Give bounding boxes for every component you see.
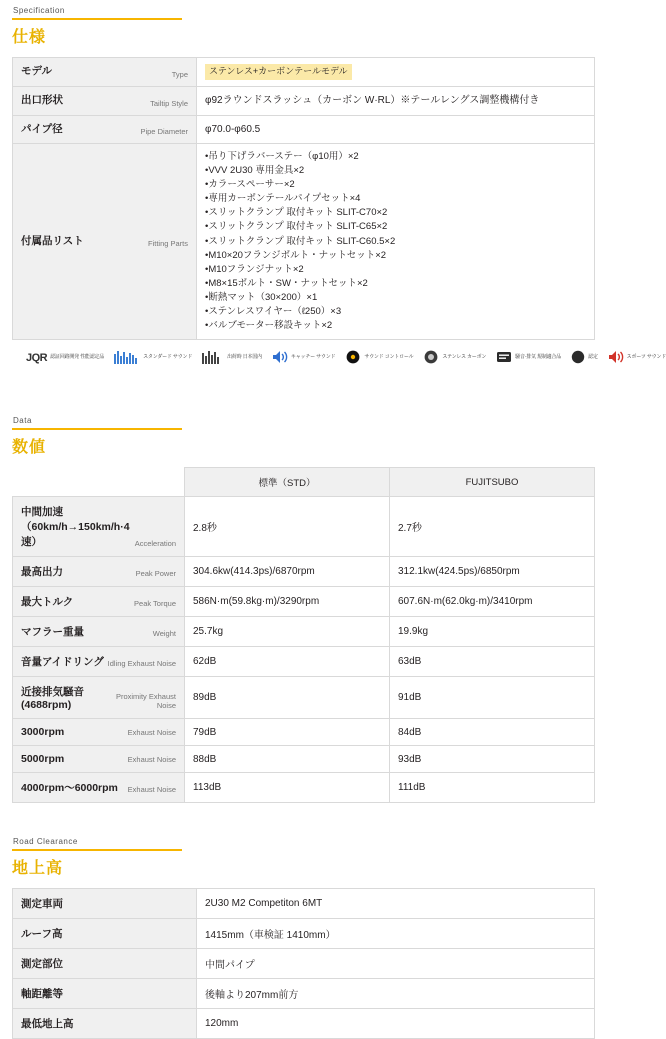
row-label-model bbox=[13, 58, 197, 87]
row-label-4000-6000rpm bbox=[13, 773, 185, 803]
row-label-test-vehicle: 測定車両 bbox=[13, 889, 197, 919]
row-label-en: Proximity Exhaust Noise bbox=[115, 692, 176, 711]
jasma-icon bbox=[496, 350, 512, 367]
badge-label: スタンダード サウンド bbox=[143, 354, 193, 361]
sports-sound-icon bbox=[608, 350, 624, 367]
row-value-measure-point: 中間パイプ bbox=[197, 949, 595, 979]
table-row bbox=[13, 719, 595, 746]
specification-eyebrow: Specification bbox=[13, 6, 65, 15]
row-label-jp: モデル bbox=[21, 65, 52, 77]
clearance-table bbox=[12, 888, 595, 1039]
row-fuji-weight: 19.9kg bbox=[390, 617, 595, 647]
row-label-en: Weight bbox=[152, 629, 176, 639]
specification-section bbox=[0, 0, 666, 370]
badge-label: 認証回路開発 性能認定品 bbox=[50, 354, 105, 361]
list-item: •M8×15ボルト・SW・ナットセット×2 bbox=[205, 277, 368, 289]
row-value-pipe-diameter: φ70.0-φ60.5 bbox=[197, 115, 595, 144]
row-std-acceleration: 2.8秒 bbox=[185, 497, 390, 557]
parts-list bbox=[205, 150, 586, 333]
badge-sports-sound bbox=[608, 350, 666, 367]
badge-domestic bbox=[202, 350, 262, 367]
row-label-measure-point: 測定部位 bbox=[13, 949, 197, 979]
row-label-pipe-diameter bbox=[13, 115, 197, 144]
header-fujitsubo: FUJITSUBO bbox=[390, 468, 595, 497]
list-item: •M10×20フランジボルト・ナットセット×2 bbox=[205, 249, 387, 261]
row-label-en: Fitting Parts bbox=[147, 239, 188, 249]
row-std-idling-noise: 62dB bbox=[185, 647, 390, 677]
badge-jasma bbox=[496, 350, 561, 367]
table-row bbox=[13, 677, 595, 719]
badge-label: ステンレス カーボン bbox=[442, 354, 487, 361]
row-label-roof-height: ルーフ高 bbox=[13, 919, 197, 949]
row-label-jp: 中間加速（60km/h→150km/h·4速） bbox=[21, 506, 130, 549]
table-row bbox=[13, 889, 595, 919]
model-value: ステンレス+カーボンテールモデル bbox=[205, 64, 352, 80]
row-label-jp: 4000rpm〜6000rpm bbox=[21, 782, 118, 795]
table-row bbox=[13, 949, 595, 979]
data-section bbox=[0, 416, 608, 803]
jqr-logo-icon: JQR bbox=[26, 352, 48, 365]
row-value-tailtip: φ92ラウンドスラッシュ（カーボン W·RL）※テールレングス調整機構付き bbox=[197, 86, 595, 115]
row-label-en: Exhaust Noise bbox=[127, 785, 176, 795]
table-row bbox=[13, 587, 595, 617]
row-label-jp: 最高出力 bbox=[21, 566, 63, 579]
list-item: •断熱マット（30×200）×1 bbox=[205, 291, 318, 303]
row-label-en: Tailtip Style bbox=[150, 98, 188, 108]
table-row bbox=[13, 617, 595, 647]
table-header-row bbox=[13, 468, 595, 497]
row-label-peak-torque bbox=[13, 587, 185, 617]
row-value-fitting-parts bbox=[197, 144, 595, 340]
row-label-proximity-noise bbox=[13, 677, 185, 719]
row-label-wheelbase: 軸距離等 bbox=[13, 979, 197, 1009]
header-blank bbox=[13, 468, 185, 497]
row-fuji-idling-noise: 63dB bbox=[390, 647, 595, 677]
badge-fujitsubo-standard-sound bbox=[114, 350, 192, 367]
stainless-carbon-icon bbox=[423, 350, 439, 367]
row-label-en: Acceleration bbox=[134, 539, 176, 549]
row-fuji-5000rpm: 93dB bbox=[390, 746, 595, 773]
data-title: 数値 bbox=[12, 439, 47, 457]
data-eyebrow: Data bbox=[13, 416, 32, 426]
list-item: •スリットクランプ 取付キット SLIT-C60.5×2 bbox=[205, 235, 396, 247]
row-label-weight bbox=[13, 617, 185, 647]
row-label-min-clearance: 最低地上高 bbox=[13, 1009, 197, 1039]
list-item: •M10フランジナット×2 bbox=[205, 263, 304, 275]
list-item: •スリットクランプ 取付キット SLIT-C70×2 bbox=[205, 207, 388, 219]
row-label-jp: 音量アイドリング bbox=[21, 656, 104, 669]
clearance-rule bbox=[12, 849, 182, 851]
row-value-test-vehicle: 2U30 M2 Competiton 6MT bbox=[197, 889, 595, 919]
list-item: •VVV 2U30 専用金具×2 bbox=[205, 165, 305, 177]
row-label-jp: 最大トルク bbox=[21, 596, 74, 609]
row-label-jp: 近接排気騒音(4688rpm) bbox=[21, 686, 84, 712]
bars-icon bbox=[202, 350, 224, 367]
badge-label: キャッチー サウンド bbox=[290, 354, 336, 361]
badge-stainless-carbon bbox=[423, 350, 486, 367]
table-row bbox=[13, 115, 595, 144]
row-label-tailtip bbox=[13, 86, 197, 115]
row-label-en: Peak Power bbox=[135, 569, 176, 579]
row-std-peak-torque: 586N·m(59.8kg·m)/3290rpm bbox=[185, 587, 390, 617]
table-row bbox=[13, 979, 595, 1009]
table-row bbox=[13, 1009, 595, 1039]
badge-catchy-sound bbox=[272, 350, 335, 367]
row-label-en: Exhaust Noise bbox=[127, 755, 176, 765]
table-row bbox=[13, 58, 595, 87]
specification-title: 仕様 bbox=[12, 29, 47, 46]
badge-sound-control bbox=[345, 350, 413, 367]
table-row bbox=[13, 86, 595, 115]
row-value-wheelbase: 後軸より207mm前方 bbox=[197, 979, 595, 1009]
badge-label: 認定 bbox=[588, 354, 598, 361]
table-row bbox=[13, 773, 595, 803]
sound-bars-icon bbox=[114, 350, 140, 367]
row-std-4000-6000rpm: 113dB bbox=[185, 773, 390, 803]
specification-rule bbox=[12, 18, 182, 20]
row-std-5000rpm: 88dB bbox=[185, 746, 390, 773]
row-value-model bbox=[197, 58, 595, 87]
row-label-jp: 出口形状 bbox=[21, 93, 63, 106]
row-fuji-peak-power: 312.1kw(424.5ps)/6850rpm bbox=[390, 557, 595, 587]
badge-label: スポーツ サウンド bbox=[626, 354, 666, 361]
row-label-jp: マフラー重量 bbox=[21, 626, 84, 639]
list-item: •ステンレスワイヤー（ℓ250）×3 bbox=[205, 305, 342, 317]
row-value-min-clearance: 120mm bbox=[197, 1009, 595, 1039]
list-item: •スリットクランプ 取付キット SLIT-C65×2 bbox=[205, 221, 388, 233]
sound-control-icon bbox=[345, 350, 361, 367]
table-row bbox=[13, 144, 595, 340]
row-label-acceleration bbox=[13, 497, 185, 557]
table-row bbox=[13, 647, 595, 677]
table-row bbox=[13, 557, 595, 587]
row-fuji-3000rpm: 84dB bbox=[390, 719, 595, 746]
badge-label: 騒音·排気 規制適合品 bbox=[515, 354, 562, 361]
row-std-3000rpm: 79dB bbox=[185, 719, 390, 746]
row-value-roof-height: 1415mm（車検証 1410mm） bbox=[197, 919, 595, 949]
row-label-jp: 3000rpm bbox=[21, 726, 65, 739]
row-label-en: Pipe Diameter bbox=[140, 127, 188, 137]
data-table bbox=[12, 467, 595, 803]
header-std: 標準（STD） bbox=[185, 468, 390, 497]
badge-certified bbox=[571, 350, 598, 367]
table-row bbox=[13, 919, 595, 949]
table-row bbox=[13, 497, 595, 557]
list-item: •バルブモーター移設キット×2 bbox=[205, 319, 333, 331]
badge-label: 出荷時 日本国内 bbox=[227, 354, 262, 361]
badge-label: サウンド コントロール bbox=[364, 354, 414, 361]
badge-jqr bbox=[26, 352, 104, 364]
circle-icon bbox=[571, 350, 585, 367]
row-std-weight: 25.7kg bbox=[185, 617, 390, 647]
row-label-5000rpm bbox=[13, 746, 185, 773]
certification-badge-strip bbox=[12, 340, 666, 371]
list-item: •専用カーボンテールパイプセット×4 bbox=[205, 193, 361, 205]
row-label-en: Exhaust Noise bbox=[127, 728, 176, 738]
clearance-title: 地上高 bbox=[12, 860, 64, 878]
row-label-en: Type bbox=[171, 69, 188, 79]
row-label-fitting-parts bbox=[13, 144, 197, 340]
specification-table bbox=[12, 57, 595, 340]
row-label-en: Peak Torque bbox=[134, 599, 176, 609]
row-label-3000rpm bbox=[13, 719, 185, 746]
row-label-peak-power bbox=[13, 557, 185, 587]
list-item: •吊り下げラバーステー（φ10用）×2 bbox=[205, 151, 359, 163]
section-spacer bbox=[0, 803, 608, 837]
road-clearance-section bbox=[0, 837, 608, 1039]
row-fuji-acceleration: 2.7秒 bbox=[390, 497, 595, 557]
clearance-eyebrow: Road Clearance bbox=[13, 837, 78, 847]
row-fuji-4000-6000rpm: 111dB bbox=[390, 773, 595, 803]
row-label-jp: パイプ径 bbox=[21, 122, 63, 135]
row-fuji-peak-torque: 607.6N·m(62.0kg·m)/3410rpm bbox=[390, 587, 595, 617]
row-label-idling-noise bbox=[13, 647, 185, 677]
speaker-icon bbox=[272, 350, 288, 367]
data-rule bbox=[12, 428, 182, 430]
row-label-jp: 5000rpm bbox=[21, 753, 65, 766]
row-fuji-proximity-noise: 91dB bbox=[390, 677, 595, 719]
row-std-peak-power: 304.6kw(414.3ps)/6870rpm bbox=[185, 557, 390, 587]
row-label-en: Idling Exhaust Noise bbox=[107, 659, 176, 669]
table-row bbox=[13, 746, 595, 773]
list-item: •カラースペーサー×2 bbox=[205, 179, 295, 191]
section-spacer bbox=[0, 370, 608, 416]
row-label-jp: 付属品リスト bbox=[21, 234, 84, 247]
row-std-proximity-noise: 89dB bbox=[185, 677, 390, 719]
